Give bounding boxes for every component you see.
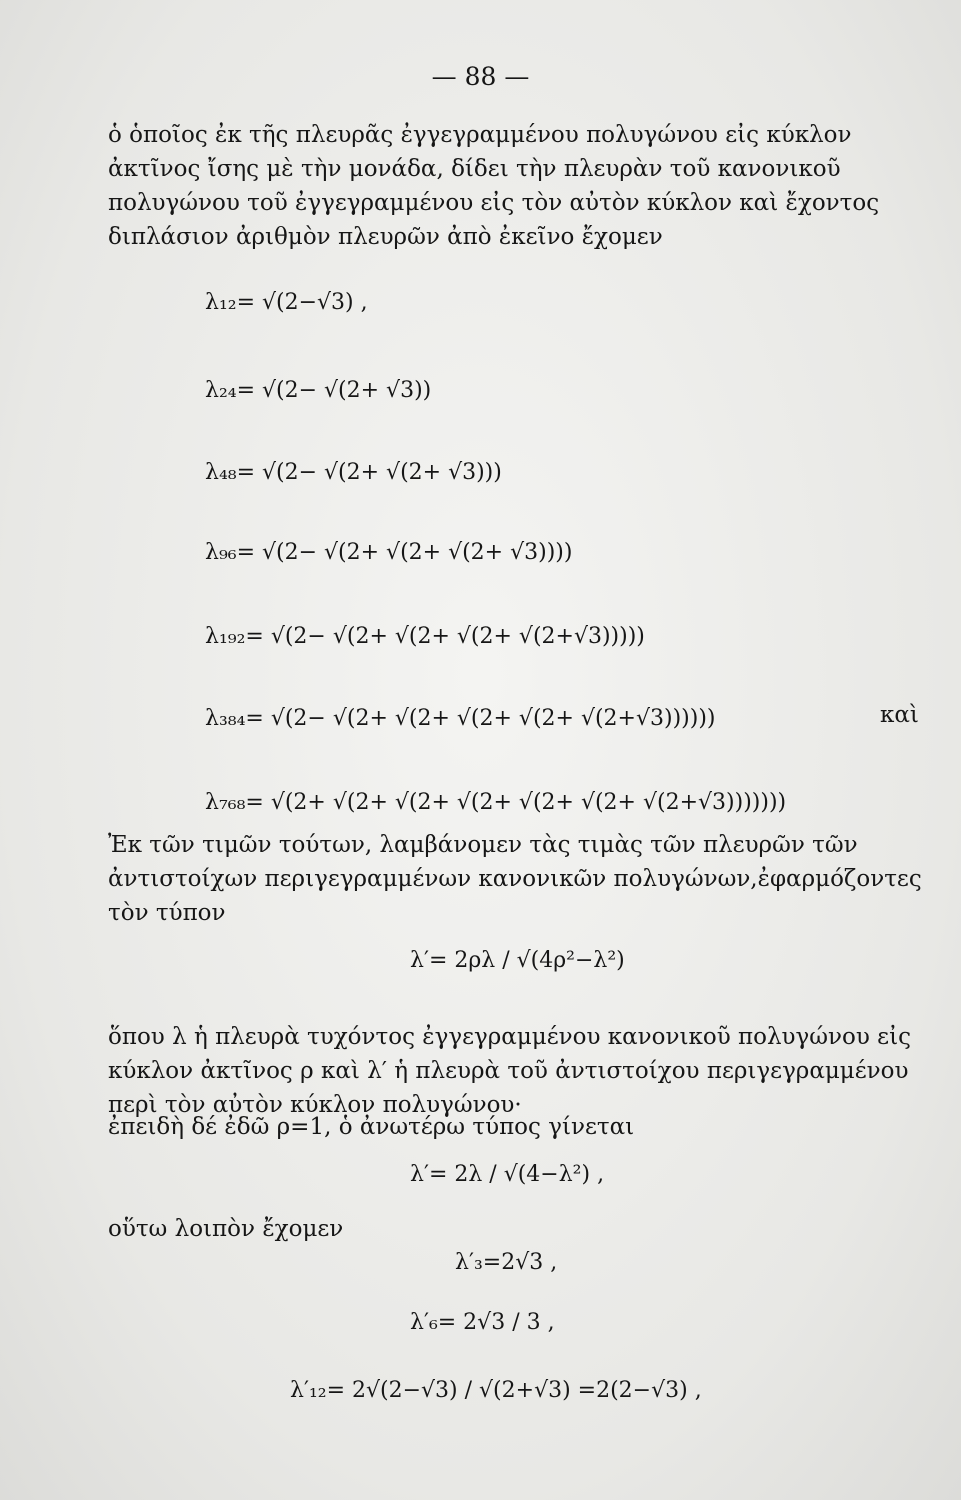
paragraph-rho-one: ἐπειδὴ δέ ἐδῶ ρ=1, ὁ ἀνωτέρω τύπος γίνεται [108,1114,635,1140]
paragraph-intro: ὁ ὁποῖος ἐκ τῆς πλευρᾶς ἐγγεγραμμένου πολυγώνου εἰς κύκλον ἀκτῖνος ἴσης μὲ τὴν μονάδα, δίδει τὴν πλευρὰν τοῦ κανονικοῦ πολυγώνου τοῦ ἐγγεγραμμένου εἰς τὸν αὐτὸν κύκλον καὶ ἔχοντος διπλάσιον ἀριθμὸν πλευρῶν ἀπὸ ἐκεῖνο ἔχομεν [108,122,880,250]
formula-lambda-12: λ₁₂= √(2−√3) , [205,290,368,315]
result-lambda-prime-3: λ′₃=2√3 , [455,1250,558,1275]
page-number: — 88 — [431,62,530,91]
formula-lambda-768: λ₇₆₈= √(2+ √(2+ √(2+ √(2+ √(2+ √(2+ √(2+√3))))))) [205,790,787,815]
result-lambda-prime-6: λ′₆= 2√3 / 3 , [410,1310,555,1335]
formula-simplified: λ′= 2λ / √(4−λ²) , [410,1162,605,1187]
paragraph-thus: οὕτω λοιπὸν ἔχομεν [108,1216,344,1242]
result-lambda-prime-12: λ′₁₂= 2√(2−√3) / √(2+√3) =2(2−√3) , [290,1378,702,1403]
formula-lambda-48: λ₄₈= √(2− √(2+ √(2+ √3))) [205,460,502,485]
formula-lambda-192: λ₁₉₂= √(2− √(2+ √(2+ √(2+ √(2+√3))))) [205,624,645,649]
formula-lambda-384: λ₃₈₄= √(2− √(2+ √(2+ √(2+ √(2+ √(2+√3)))))) [205,706,716,731]
paragraph-circumscribed: Ἐκ τῶν τιμῶν τούτων, λαμβάνομεν τὰς τιμὰς τῶν πλευρῶν τῶν ἀντιστοίχων περιγεγραμμένων κανονικῶν πολυγώνων,ἐφαρμόζοντες τὸν τύπον [108,832,922,926]
paragraph-definitions: ὅπου λ ἡ πλευρὰ τυχόντος ἐγγεγραμμένου κανονικοῦ πολυγώνου εἰς κύκλον ἀκτῖνος ρ καὶ λ′ ἡ πλευρὰ τοῦ ἀντιστοίχου περιγεγραμμένου περὶ τὸν αὐτὸν κύκλον πολυγώνου· [108,1024,911,1118]
formula-lambda-prime: λ′= 2ρλ / √(4ρ²−λ²) [410,948,625,973]
formula-lambda-24: λ₂₄= √(2− √(2+ √3)) [205,378,432,403]
word-kai: καὶ [880,702,919,728]
formula-lambda-96: λ₉₆= √(2− √(2+ √(2+ √(2+ √3)))) [205,540,573,565]
